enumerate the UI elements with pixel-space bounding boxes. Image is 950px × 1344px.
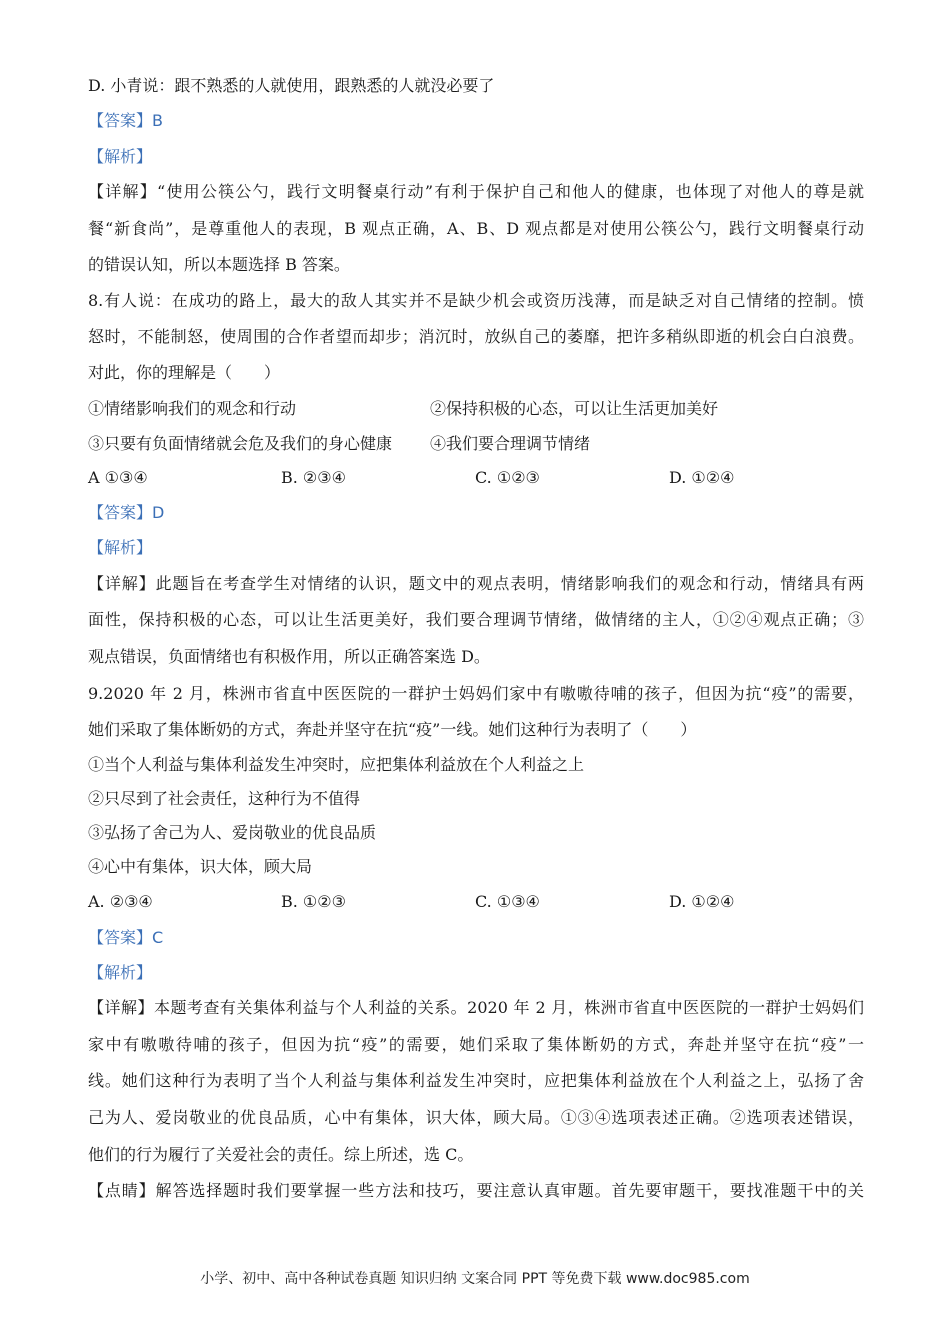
q9-option-c: C. ①③④: [475, 892, 540, 911]
q9-statement-2: ②只尽到了社会责任，这种行为不值得: [88, 789, 361, 808]
q9-detail-line-3: 线。她们这种行为表明了当个人利益与集体利益发生冲突时，应把集体利益放在个人利益之上，弘扬了舍: [88, 1071, 864, 1090]
q9-detail-line-2: 家中有嗷嗷待哺的孩子，但因为抗“疫”的需要，她们采取了集体断奶的方式，奔赴并坚守在抗“疫”一: [88, 1035, 864, 1054]
q8-answer: [88, 501, 164, 525]
q7-detail-line-3: 的错误认知，所以本题选择 B 答案。: [88, 255, 350, 274]
answer-label: 【答案】: [88, 928, 153, 947]
q8-statement-2: ②保持积极的心态，可以让生活更加美好: [430, 399, 719, 418]
answer-label: 【答案】: [88, 111, 153, 130]
answer-value: C: [152, 928, 164, 947]
q9-detail-line-4: 己为人、爱岗敬业的优良品质，心中有集体，识大体，顾大局。①③④选项表述正确。②选项表述错误，: [88, 1108, 864, 1127]
q9-statement-3: ③弘扬了舍己为人、爱岗敬业的优良品质: [88, 823, 377, 842]
q7-detail-line-2: 餐“新食尚”，是尊重他人的表现，B 观点正确，A、B、D 观点都是对使用公筷公勺，践行文明餐桌行动: [88, 219, 864, 238]
q9-option-d: D. ①②④: [669, 892, 735, 911]
q8-stem-line-3: 对此，你的理解是（ ）: [88, 363, 281, 382]
q9-stem-line-1: 9.2020 年 2 月，株洲市省直中医医院的一群护士妈妈们家中有嗷嗷待哺的孩子，但因为抗“疫”的需要，: [88, 684, 864, 703]
q8-stem-line-2: 怒时，不能制怒，使周围的合作者望而却步；消沉时，放纵自己的萎靡，把许多稍纵即逝的机会白白浪费。: [88, 327, 864, 346]
q9-stem-line-2: 她们采取了集体断奶的方式，奔赴并坚守在抗“疫”一线。她们这种行为表明了（ ）: [88, 720, 697, 739]
page-footer: 小学、初中、高中各种试卷真题 知识归纳 文案合同 PPT 等免费下载 www.doc985.com: [200, 1271, 750, 1287]
q8-option-a: A ①③④: [88, 468, 148, 487]
answer-label: 【答案】: [88, 503, 153, 522]
q9-statement-4: ④心中有集体，识大体，顾大局: [88, 857, 313, 876]
q8-option-d: D. ①②④: [669, 468, 735, 487]
q8-statement-1: ①情绪影响我们的观念和行动: [88, 399, 297, 418]
q8-stem-line-1: 8.有人说：在成功的路上，最大的敌人其实并不是缺少机会或资历浅薄，而是缺乏对自己情绪的控制。愤: [88, 291, 864, 310]
detail-label: 【详解】: [88, 998, 154, 1017]
q8-detail-line-2: 面性，保持积极的心态，可以让生活更美好，我们要合理调节情绪，做情绪的主人，①②④观点正确；③: [88, 610, 864, 629]
q9-statement-1: ①当个人利益与集体利益发生冲突时，应把集体利益放在个人利益之上: [88, 755, 585, 774]
answer-value: B: [152, 111, 163, 130]
q8-detail-line-3: 观点错误，负面情绪也有积极作用，所以正确答案选 D。: [88, 647, 490, 666]
q9-option-b: B. ①②③: [281, 892, 346, 911]
q7-option-d: D. 小青说：跟不熟悉的人就使用，跟熟悉的人就没必要了: [88, 76, 495, 95]
q7-detail-line-1: 【详解】“使用公筷公勺，践行文明餐桌行动”有利于保护自己和他人的健康，也体现了对他人的尊是就: [88, 182, 864, 201]
detail-label: 【详解】: [88, 574, 156, 593]
q8-option-c: C. ①②③: [475, 468, 540, 487]
q9-detail-line-5: 他们的行为履行了关爱社会的责任。综上所述，选 C。: [88, 1145, 474, 1164]
q8-detail-line-1: 【详解】此题旨在考查学生对情绪的认识，题文中的观点表明，情绪影响我们的观念和行动，情绪具有两: [88, 574, 864, 593]
q7-answer: [88, 109, 163, 133]
q9-option-a: A. ②③④: [88, 892, 153, 911]
q9-answer: [88, 926, 163, 950]
q9-note-line: 【点睛】解答选择题时我们要掌握一些方法和技巧，要注意认真审题。首先要审题干，要找准题干中的关: [88, 1181, 864, 1200]
q8-option-b: B. ②③④: [281, 468, 346, 487]
analysis-label: 【解析】: [88, 538, 153, 557]
answer-value: D: [152, 503, 165, 522]
q8-statement-4: ④我们要合理调节情绪: [430, 434, 591, 453]
analysis-label: 【解析】: [88, 963, 153, 982]
analysis-label: 【解析】: [88, 147, 153, 166]
detail-label: 【详解】: [88, 182, 157, 201]
q9-detail-line-1: 【详解】本题考查有关集体利益与个人利益的关系。2020 年 2 月，株洲市省直中医医院的一群护士妈妈们: [88, 998, 864, 1017]
note-label: 【点睛】: [88, 1181, 156, 1200]
q8-statement-3: ③只要有负面情绪就会危及我们的身心健康: [88, 434, 393, 453]
